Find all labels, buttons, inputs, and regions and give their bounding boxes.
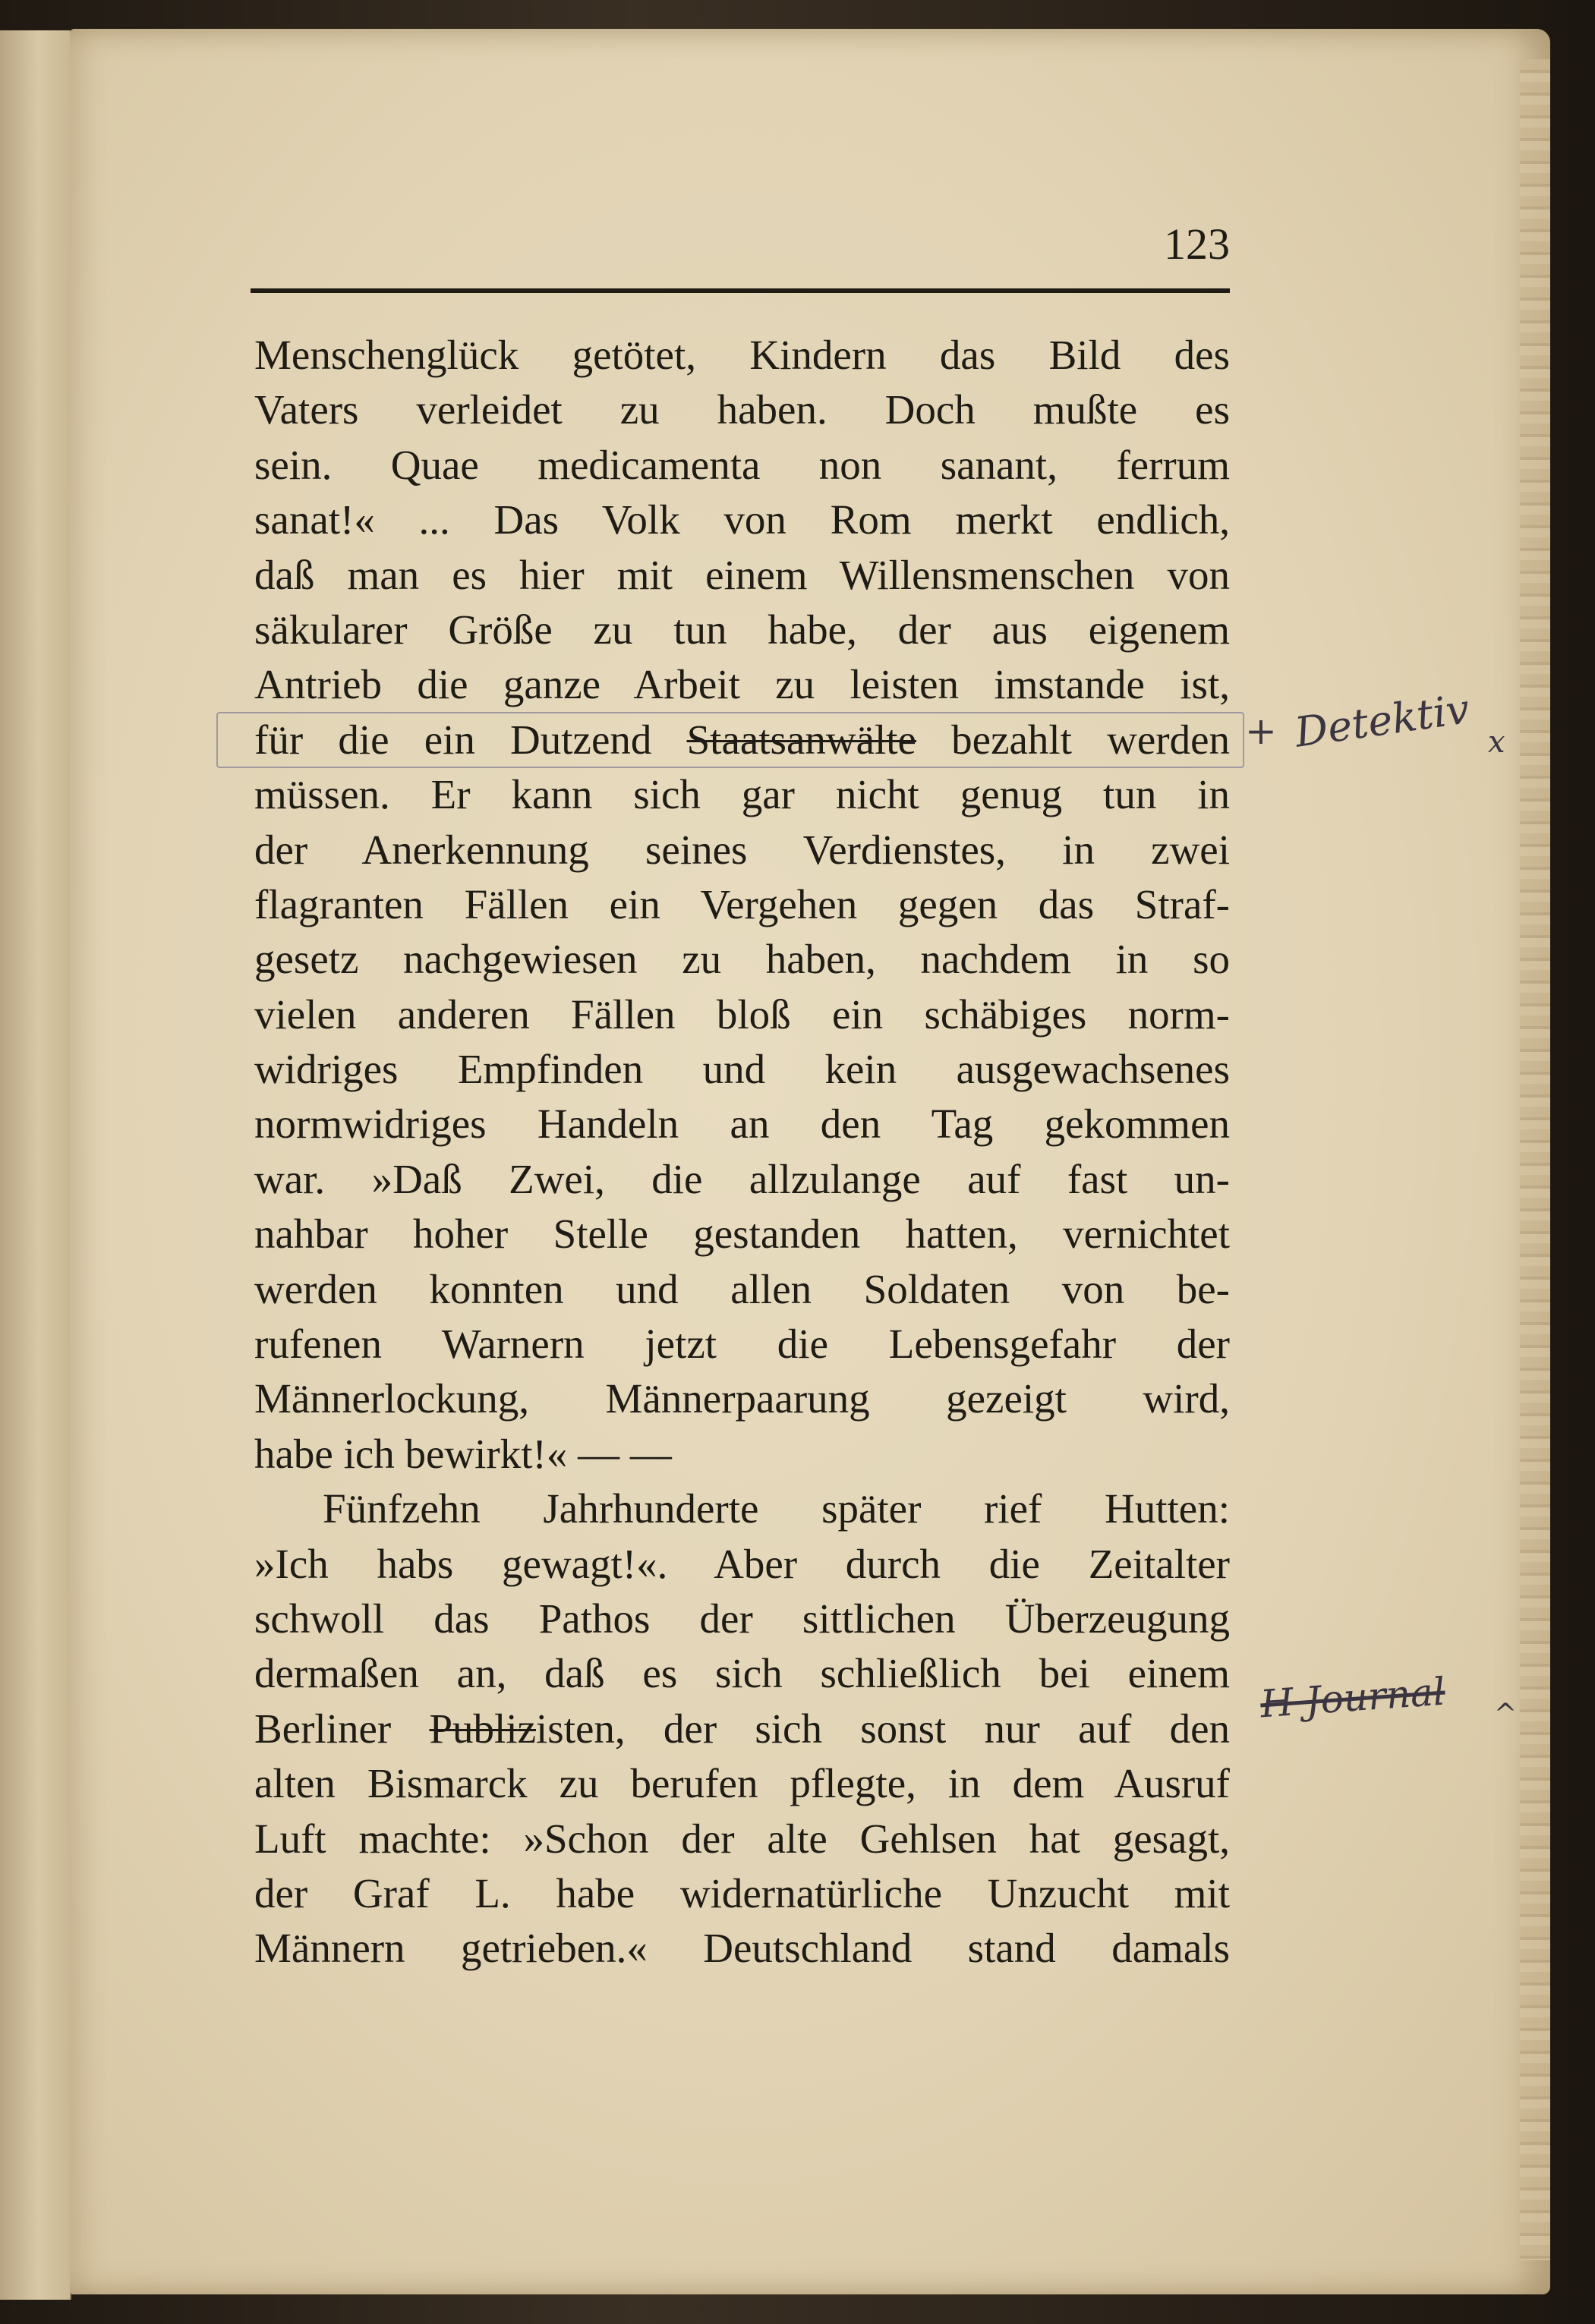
page-number: 123: [1164, 219, 1230, 269]
text-line: war. »Daß Zwei, die allzulange auf fast un-: [254, 1155, 1230, 1202]
text-line: daß man es hier mit einem Willensmenschen von: [254, 551, 1230, 598]
text-line: der Graf L. habe widernatürliche Unzucht mit: [254, 1869, 1230, 1916]
text-line: Männern getrieben.« Deutschland stand damals: [254, 1925, 1230, 1972]
text-line: Menschenglück getötet, Kindern das Bild des: [254, 332, 1230, 378]
struck-letter: z: [517, 1705, 537, 1752]
text-line: Männerlockung, Männerpaarung gezeigt wird,: [254, 1375, 1230, 1422]
text-line: säkularer Größe zu tun habe, der aus eigenem: [254, 606, 1230, 653]
text-line: schwoll das Pathos der sittlichen Überzeugung: [254, 1595, 1230, 1642]
struck-word: Staatsanwälte: [686, 716, 916, 763]
text-line: gesetz nachgewiesen zu haben, nachdem in so: [254, 936, 1230, 983]
page-edge-texture: [1520, 59, 1550, 2260]
text-line: Vaters verleidet zu haben. Doch mußte es: [254, 386, 1230, 433]
text-line: nahbar hoher Stelle gestanden hatten, vernichtet: [254, 1211, 1230, 1258]
text-line-indented: Fünfzehn Jahrhunderte später rief Hutten:: [323, 1485, 1230, 1532]
header-rule: [251, 288, 1230, 293]
text-line: normwidriges Handeln an den Tag gekommen: [254, 1101, 1230, 1148]
handwritten-note-journal: H Journal: [1259, 1669, 1447, 1727]
text-line: flagranten Fällen ein Vergehen gegen das Straf-: [254, 880, 1230, 927]
body-text: [254, 328, 1230, 1976]
text-fragment: isten, der sich sonst nur auf den: [536, 1705, 1230, 1752]
text-line-struck: [254, 1702, 1230, 1756]
text-line: alten Bismarck zu berufen pflegte, in dem Ausruf: [254, 1760, 1230, 1807]
text-line: werden konnten und allen Soldaten von be-: [254, 1265, 1230, 1312]
text-line: der Anerkennung seines Verdienstes, in zwei: [254, 826, 1230, 873]
margin-x-mark: x: [1488, 725, 1505, 760]
text-line: sanat!« ... Das Volk von Rom merkt endlich,: [254, 496, 1230, 543]
margin-caret-mark: ^: [1494, 1699, 1518, 1730]
text-line: sein. Quae medicamenta non sanant, ferrum: [254, 441, 1230, 488]
text-line: »Ich habs gewagt!«. Aber durch die Zeitalter: [254, 1540, 1230, 1587]
text-line: vielen anderen Fällen bloß ein schäbiges norm-: [254, 990, 1230, 1038]
text-line: widriges Empfinden und kein ausgewachsenes: [254, 1046, 1230, 1093]
text-fragment: für die ein Dutzend: [254, 716, 687, 763]
struck-word: Publi: [429, 1705, 518, 1752]
text-line-struck: [254, 713, 1230, 767]
margin-plus-mark: +: [1245, 709, 1277, 753]
text-fragment: bezahlt werden: [916, 716, 1231, 763]
text-line: Antrieb die ganze Arbeit zu leisten imstande ist,: [254, 661, 1230, 708]
text-line: dermaßen an, daß es sich schließlich bei einem: [254, 1650, 1230, 1697]
text-line: Luft machte: »Schon der alte Gehlsen hat gesagt,: [254, 1815, 1230, 1862]
text-fragment: Berliner: [254, 1705, 430, 1752]
text-line: müssen. Er kann sich gar nicht genug tun in: [254, 771, 1230, 818]
handwritten-note-detektiv: Detektiv: [1291, 685, 1473, 757]
facing-page-edge: [0, 30, 71, 2300]
text-line: rufenen Warnern jetzt die Lebensgefahr der: [254, 1321, 1230, 1368]
text-line-last: habe ich bewirkt!« — —: [254, 1430, 672, 1477]
